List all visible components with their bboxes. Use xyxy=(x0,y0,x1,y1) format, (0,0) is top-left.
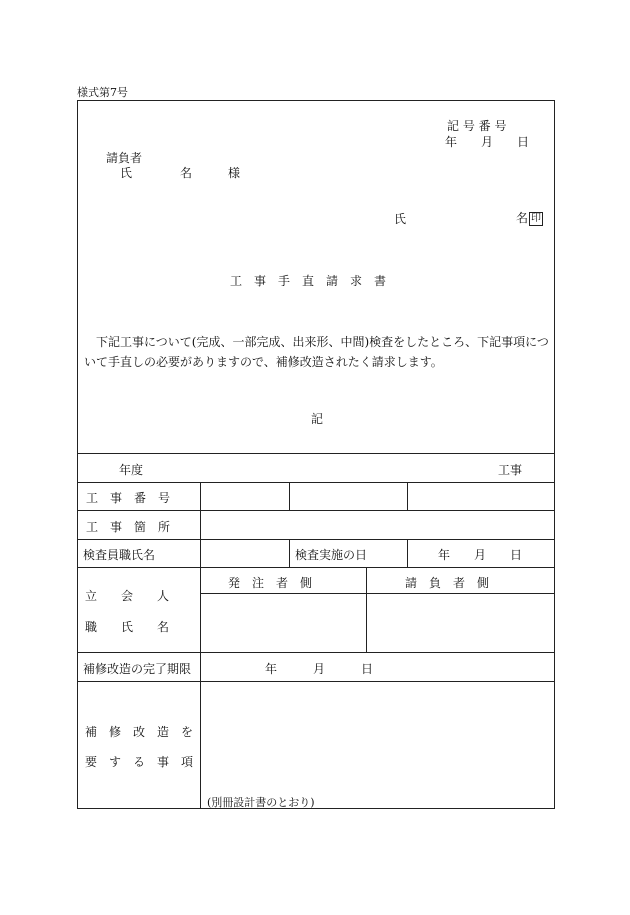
recipient-name: 氏 名 様 xyxy=(120,166,241,180)
form-number: 様式第7号 xyxy=(77,86,128,99)
table-line xyxy=(407,482,408,510)
witness-label-line1: 立 会 人 xyxy=(85,589,170,603)
body-text: 下記工事について(完成、一部完成、出来形、中間)検査をしたところ、下記事項について手直しの必要がありますので、補修改造されたく請求します。 xyxy=(84,335,549,369)
table-line xyxy=(77,510,555,511)
work-number-label: 工 事 番 号 xyxy=(86,491,171,505)
table-line xyxy=(200,482,201,809)
inspection-date-label: 検査実施の日 xyxy=(295,548,368,562)
deadline-value: 年 月 日 xyxy=(265,662,374,676)
inspection-date-value: 年 月 日 xyxy=(438,548,523,562)
name-suffix: 名 xyxy=(516,211,529,225)
orderer-side-label: 発 注 者 側 xyxy=(228,576,313,590)
table-line xyxy=(407,539,408,567)
table-line xyxy=(289,539,290,567)
deadline-label: 補修改造の完了期限 xyxy=(83,662,192,676)
sender-name-label: 氏 xyxy=(394,212,407,226)
repair-note: (別冊設計書のとおり) xyxy=(207,796,315,809)
contractor-side-label: 請 負 者 側 xyxy=(405,576,490,590)
seal-stamp: 印 xyxy=(531,212,542,224)
table-line xyxy=(77,482,555,483)
table-line xyxy=(77,539,555,540)
table-line xyxy=(289,482,290,510)
repair-label-line2: 要 す る 事 項 xyxy=(85,755,194,769)
date-label: 年 月 日 xyxy=(445,135,530,149)
fiscal-year-label: 年度 xyxy=(119,463,144,477)
table-line xyxy=(200,593,555,594)
sender-name-suffix xyxy=(516,209,543,226)
table-line xyxy=(77,567,555,568)
recipient-title: 請負者 xyxy=(106,151,143,165)
construction-label: 工事 xyxy=(498,463,523,477)
repair-label-line1: 補 修 改 造 を xyxy=(85,725,194,739)
table-line xyxy=(77,681,555,682)
table-line xyxy=(366,567,367,652)
inspector-label: 検査員職氏名 xyxy=(83,548,156,562)
witness-label-line2: 職 氏 名 xyxy=(85,620,170,634)
ki-label: 記 xyxy=(311,412,324,426)
table-line xyxy=(77,652,555,653)
table-line xyxy=(77,453,555,454)
number-label: 記 号 番 号 xyxy=(447,119,507,133)
work-location-label: 工 事 箇 所 xyxy=(86,520,171,534)
document-title: 工 事 手 直 請 求 書 xyxy=(230,274,387,288)
form-frame xyxy=(77,100,555,809)
